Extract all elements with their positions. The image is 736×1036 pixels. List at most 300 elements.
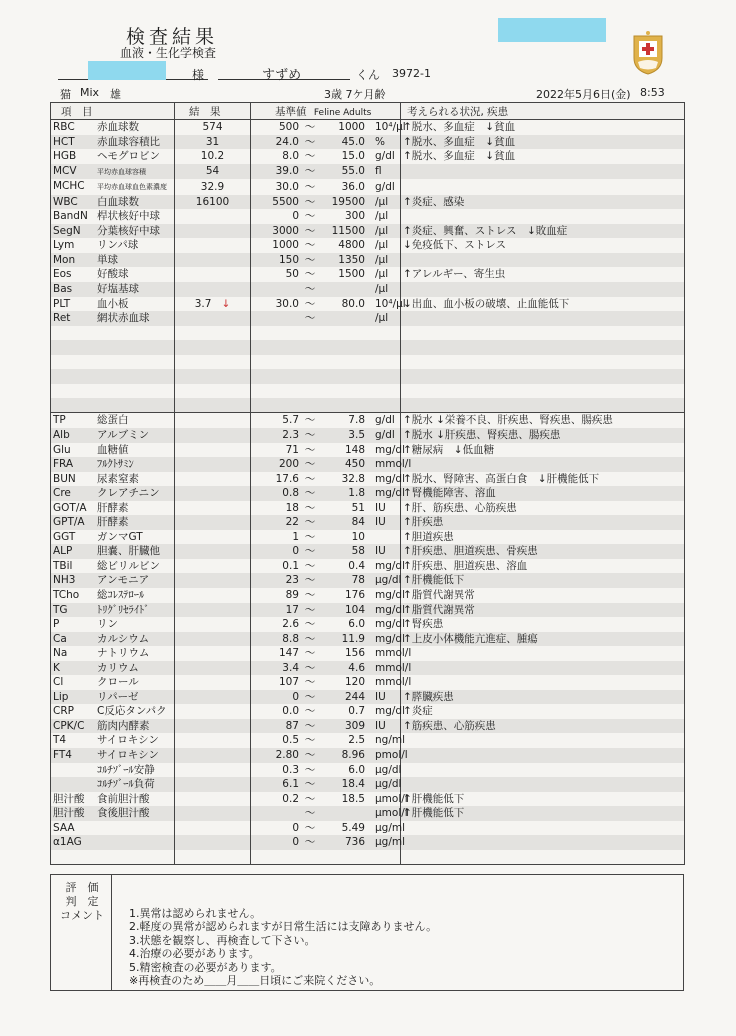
col-reference-header (251, 103, 401, 120)
range-tilde: ～ (304, 268, 316, 281)
blank-cell (175, 384, 251, 399)
item-cell (51, 297, 175, 312)
range-tilde: ～ (304, 807, 316, 820)
table-row (51, 690, 685, 705)
result-cell (175, 544, 251, 559)
blank-row (51, 850, 685, 865)
ref-high: 120 (344, 676, 365, 689)
conditions-cell: ↑脂質代謝異常 (401, 588, 685, 603)
ref-low: 0.2 (282, 792, 299, 805)
result-cell (175, 501, 251, 516)
ref-low: 0.8 (282, 487, 299, 500)
table-row (51, 617, 685, 632)
item-abbr: Cre (53, 487, 71, 500)
item-cell (51, 282, 175, 297)
ref-low: 3.4 (282, 661, 299, 674)
ref-high: 0.4 (348, 559, 365, 572)
range-tilde: ～ (304, 428, 316, 441)
table-row (51, 457, 685, 472)
conditions-cell (401, 282, 685, 297)
item-abbr: CRP (53, 705, 74, 718)
reference-cell (251, 763, 401, 778)
item-name: 総ｺﾚｽﾃﾛｰﾙ (97, 589, 145, 601)
ref-unit: mg/dl (375, 487, 406, 500)
item-cell (51, 135, 175, 150)
result-cell (175, 733, 251, 748)
blank-cell (51, 326, 175, 341)
item-cell (51, 164, 175, 180)
blank-cell (401, 384, 685, 399)
item-abbr: Eos (53, 268, 72, 281)
reference-cell (251, 224, 401, 239)
comment-option: 3.状態を観察し、再検査して下さい。 (129, 933, 316, 947)
blank-cell (51, 850, 175, 865)
result-cell (175, 748, 251, 763)
reference-cell (251, 443, 406, 458)
conditions-cell: ↑腎機能障害、溶血 (401, 486, 685, 501)
blank-cell (251, 355, 401, 370)
item-name: 分葉核好中球 (97, 224, 160, 237)
reference-cell (251, 486, 406, 501)
table-row (51, 544, 685, 559)
range-tilde: ～ (304, 589, 316, 601)
result-cell (175, 428, 251, 443)
ref-unit: mmol/l (375, 676, 412, 689)
range-tilde: ～ (304, 180, 316, 193)
reference-cell (251, 777, 401, 792)
blank-cell (401, 355, 685, 370)
ref-low: 0 (292, 690, 299, 703)
item-name: 食後胆汁酸 (97, 807, 150, 820)
table-row (51, 588, 685, 603)
item-name: 白血球数 (97, 195, 139, 208)
blank-cell (175, 850, 251, 865)
item-cell (51, 690, 175, 705)
item-abbr: Ca (53, 632, 67, 645)
reference-cell (251, 501, 401, 516)
result-cell (175, 661, 251, 676)
range-tilde: ～ (304, 414, 316, 427)
reference-cell (251, 573, 401, 588)
ref-unit: /μl (375, 312, 389, 325)
ref-high: 18.5 (341, 792, 365, 805)
item-abbr: ALP (53, 545, 73, 558)
item-name: C反応タンパク (97, 705, 167, 718)
redacted-owner-name (88, 61, 166, 80)
item-abbr: TP (53, 414, 66, 427)
ref-high: 309 (344, 719, 365, 732)
ref-high: 84 (351, 516, 365, 529)
ref-unit: /μl (375, 224, 389, 237)
table-row (51, 733, 685, 748)
table-row (51, 472, 685, 487)
item-name: 単球 (97, 253, 118, 266)
conditions-cell: ↑脂質代謝異常 (401, 603, 685, 618)
ref-high: 10 (351, 530, 365, 543)
pet-name: すずめ (262, 68, 302, 83)
reference-cell (251, 195, 401, 210)
item-name: 総ビリルビン (97, 559, 160, 572)
item-abbr: BandN (53, 210, 88, 223)
item-cell (51, 253, 175, 268)
item-cell (51, 763, 175, 778)
owner-honorific: 様 (192, 68, 205, 82)
age: 3歳 7ケ月齢 (324, 88, 386, 101)
table-row (51, 413, 685, 428)
item-name: リン (97, 618, 118, 631)
blank-cell (401, 326, 685, 341)
item-name: クロール (97, 676, 139, 689)
ref-low: 0.0 (282, 705, 299, 718)
range-tilde: ～ (304, 676, 316, 689)
item-abbr: HGB (53, 150, 77, 163)
ref-high: 4800 (338, 239, 365, 252)
col-conditions-header: 考えられる状況, 疾患 (401, 103, 685, 120)
sex: 雄 (110, 88, 121, 101)
col-item-header: 項 目 (51, 103, 175, 120)
item-name: ｺﾙﾁｿﾞｰﾙ安静 (97, 763, 155, 776)
conditions-cell: ↑炎症、興奮、ストレス ↓敗血症 (401, 224, 685, 239)
range-tilde: ～ (304, 443, 316, 456)
conditions-cell: ↑肝疾患、胆道疾患、溶血 (401, 559, 685, 574)
item-cell (51, 559, 175, 574)
range-tilde: ～ (304, 661, 316, 674)
result-cell (175, 835, 251, 850)
item-abbr: GOT/A (53, 501, 87, 514)
result-value: 3.7 (194, 297, 212, 310)
table-row (51, 632, 685, 647)
item-abbr: MCV (53, 164, 77, 177)
comment-option: 1.異常は認められません。 (129, 907, 262, 920)
ref-unit: g/dl (375, 150, 395, 163)
ref-low: 0 (292, 836, 299, 849)
range-tilde: ～ (304, 283, 316, 296)
ref-low: 0 (292, 545, 299, 558)
ref-low: 0.3 (282, 763, 299, 776)
range-tilde: ～ (304, 224, 316, 237)
range-tilde: ～ (304, 705, 316, 718)
comment-option: 5.精密検査の必要があります。 (129, 960, 282, 974)
ref-unit: pmol/l (375, 749, 408, 762)
item-name: 総蛋白 (97, 414, 129, 427)
ref-unit: mmol/l (375, 661, 412, 674)
result-cell (175, 179, 251, 195)
item-cell (51, 530, 175, 545)
blank-cell (251, 340, 401, 355)
item-name: 食前胆汁酸 (97, 792, 150, 805)
item-cell (51, 515, 175, 530)
ref-low: 23 (285, 574, 299, 587)
item-name: カルシウム (97, 632, 150, 645)
ref-unit: mg/dl (375, 705, 406, 718)
item-abbr: FRA (53, 458, 74, 471)
conditions-cell: ↑肝機能低下 (401, 806, 685, 821)
table-row (51, 224, 685, 239)
conditions-cell: ↑糖尿病 ↓低血糖 (401, 443, 685, 458)
ref-unit: μg/ml (375, 836, 406, 849)
comment-divider (111, 875, 112, 990)
range-tilde: ～ (304, 792, 316, 805)
item-cell (51, 179, 175, 195)
table-row (51, 675, 685, 690)
range-tilde: ～ (304, 165, 316, 178)
item-cell (51, 120, 175, 135)
item-name: クレアチニン (97, 487, 160, 500)
conditions-cell (401, 209, 685, 224)
conditions-cell (401, 661, 685, 676)
reference-cell (251, 120, 406, 135)
species: 猫 (60, 88, 71, 101)
item-name: 好酸球 (97, 268, 129, 281)
item-abbr: Lym (53, 239, 75, 252)
item-name: 平均赤血球血色素濃度 (97, 183, 167, 192)
result-value: 16100 (195, 195, 230, 208)
item-cell (51, 413, 175, 428)
table-row (51, 486, 685, 501)
blank-row (51, 398, 685, 413)
table-row (51, 253, 685, 268)
reference-cell (251, 428, 401, 443)
ref-low: 107 (278, 676, 299, 689)
item-abbr: Na (53, 647, 68, 660)
item-cell (51, 748, 175, 763)
ref-high: 104 (344, 603, 365, 616)
ref-low: 0.1 (282, 559, 299, 572)
ref-unit: mg/dl (375, 472, 406, 485)
reference-cell (251, 748, 408, 763)
table-row (51, 267, 685, 282)
item-abbr: Ret (53, 312, 71, 325)
comment-label-line: 判 定 (65, 895, 99, 908)
ref-unit: ng/ml (375, 734, 406, 747)
ref-low: 18 (285, 501, 299, 514)
result-cell (175, 704, 251, 719)
item-abbr: TG (53, 603, 68, 616)
item-name: 肝酵素 (97, 516, 129, 529)
range-tilde: ～ (304, 501, 316, 514)
blank-row (51, 369, 685, 384)
ref-low: 87 (285, 719, 299, 732)
table-row (51, 559, 685, 574)
ref-low: 150 (278, 253, 299, 266)
ref-low: 8.8 (282, 632, 299, 645)
table-row (51, 311, 685, 326)
ref-high: 0.7 (348, 705, 365, 718)
ref-unit: /μl (375, 239, 389, 252)
conditions-cell (401, 646, 685, 661)
item-name: リンパ球 (97, 239, 139, 252)
table-row (51, 515, 685, 530)
ref-unit: mg/dl (375, 589, 406, 601)
ref-high: 5.49 (341, 821, 365, 834)
table-row (51, 704, 685, 719)
result-cell (175, 443, 251, 458)
result-value: 10.2 (200, 150, 225, 163)
result-value: 32.9 (200, 180, 225, 193)
ref-unit: μmol/l (375, 807, 408, 820)
reference-cell (251, 675, 412, 690)
col-result-header: 結 果 (175, 103, 251, 120)
item-cell (51, 238, 175, 253)
table-row (51, 195, 685, 210)
ref-high: 18.4 (341, 778, 365, 791)
range-tilde: ～ (304, 312, 316, 325)
results-table-wrap (50, 102, 684, 865)
table-row (51, 501, 685, 516)
conditions-cell: ↑炎症、感染 (401, 195, 685, 210)
result-cell (175, 530, 251, 545)
blank-cell (51, 384, 175, 399)
result-cell (175, 573, 251, 588)
conditions-cell: ↑膵臓疾患 (401, 690, 685, 705)
item-cell (51, 443, 175, 458)
ref-high: 45.0 (341, 135, 365, 148)
item-cell (51, 777, 175, 792)
item-abbr: 胆汁酸 (53, 792, 85, 805)
ref-unit: mg/dl (375, 632, 406, 645)
item-cell (51, 835, 175, 850)
ref-low: 17 (285, 603, 299, 616)
result-cell (175, 806, 251, 821)
blank-cell (51, 340, 175, 355)
result-cell (175, 297, 251, 312)
table-row (51, 238, 685, 253)
table-row (51, 646, 685, 661)
item-name: ナトリウム (97, 647, 150, 660)
ref-unit: % (375, 135, 385, 148)
item-name: アルブミン (97, 428, 150, 441)
table-row (51, 120, 685, 135)
item-abbr: GGT (53, 530, 76, 543)
range-tilde: ～ (304, 821, 316, 834)
ref-high: 15.0 (341, 150, 365, 163)
reference-cell (251, 821, 406, 836)
item-cell (51, 573, 175, 588)
range-tilde: ～ (304, 690, 316, 703)
range-tilde: ～ (304, 530, 316, 543)
ref-unit: μg/dl (375, 778, 402, 791)
reference-cell (251, 413, 401, 428)
conditions-cell (401, 457, 685, 472)
result-cell (175, 777, 251, 792)
item-cell (51, 792, 175, 807)
conditions-cell: ↑脱水、多血症 ↓貧血 (401, 135, 685, 150)
ref-low: 1 (292, 530, 299, 543)
conditions-cell (401, 253, 685, 268)
item-cell (51, 646, 175, 661)
reference-cell (251, 253, 401, 268)
comment-option: 4.治療の必要があります。 (129, 947, 260, 961)
ref-high: 300 (344, 210, 365, 223)
ref-low: 17.6 (275, 472, 299, 485)
result-cell (175, 253, 251, 268)
table-row (51, 209, 685, 224)
reference-cell (251, 661, 412, 676)
item-name: 胆嚢、肝臓他 (97, 545, 160, 558)
blank-cell (251, 850, 401, 865)
reference-cell (251, 544, 401, 559)
result-cell (175, 559, 251, 574)
table-row (51, 443, 685, 458)
blank-row (51, 384, 685, 399)
ref-high: 244 (344, 690, 365, 703)
reference-cell (251, 530, 401, 545)
result-cell (175, 617, 251, 632)
result-cell (175, 413, 251, 428)
item-cell (51, 428, 175, 443)
item-abbr: PLT (53, 297, 71, 310)
item-name: 赤血球容積比 (97, 135, 160, 148)
item-name: カリウム (97, 661, 139, 674)
item-name: アンモニア (97, 574, 150, 587)
conditions-cell: ↑肝疾患、胆道疾患、骨疾患 (401, 544, 685, 559)
conditions-cell: ↑胆道疾患 (401, 530, 685, 545)
range-tilde: ～ (304, 210, 316, 223)
ref-high: 7.8 (348, 414, 365, 427)
ref-unit: /μl (375, 283, 389, 296)
range-tilde: ～ (304, 618, 316, 631)
reference-cell (251, 238, 401, 253)
table-row (51, 573, 685, 588)
item-cell (51, 588, 175, 603)
item-cell (51, 704, 175, 719)
item-cell (51, 195, 175, 210)
conditions-cell (401, 311, 685, 326)
blank-cell (175, 340, 251, 355)
result-cell (175, 120, 251, 135)
conditions-cell (401, 777, 685, 792)
reference-cell (251, 632, 406, 647)
ref-low: 8.0 (282, 150, 299, 163)
blank-cell (175, 398, 251, 413)
item-abbr: RBC (53, 121, 75, 133)
ref-low: 5.7 (282, 414, 299, 427)
item-abbr: NH3 (53, 574, 76, 587)
result-cell (175, 515, 251, 530)
result-cell (175, 646, 251, 661)
ref-unit: mg/dl (375, 559, 406, 572)
conditions-cell (401, 748, 685, 763)
result-cell (175, 224, 251, 239)
ref-high: 8.96 (341, 749, 365, 762)
ref-low: 24.0 (275, 135, 299, 148)
item-name: 赤血球数 (97, 121, 139, 133)
item-abbr: Lip (53, 690, 69, 703)
ref-high: 1.8 (348, 487, 365, 500)
item-name: リパーゼ (97, 690, 139, 703)
item-cell (51, 472, 175, 487)
item-name: サイロキシン (97, 734, 159, 747)
table-row (51, 777, 685, 792)
range-tilde: ～ (304, 239, 316, 252)
table-row (51, 530, 685, 545)
range-tilde: ～ (304, 297, 316, 310)
item-abbr: Glu (53, 443, 71, 456)
conditions-cell (401, 835, 685, 850)
item-name: 血小板 (97, 297, 129, 310)
ref-unit: IU (375, 501, 386, 514)
comment-option: ※再検査のため＿＿月＿＿日頃にご来院ください。 (129, 974, 381, 988)
ref-high: 1500 (338, 268, 365, 281)
table-row (51, 297, 685, 312)
reference-cell (251, 457, 412, 472)
blank-cell (51, 398, 175, 413)
ref-unit: mmol/l (375, 458, 412, 471)
blank-cell (175, 326, 251, 341)
blank-cell (175, 369, 251, 384)
range-tilde: ～ (304, 734, 316, 747)
item-cell (51, 457, 175, 472)
